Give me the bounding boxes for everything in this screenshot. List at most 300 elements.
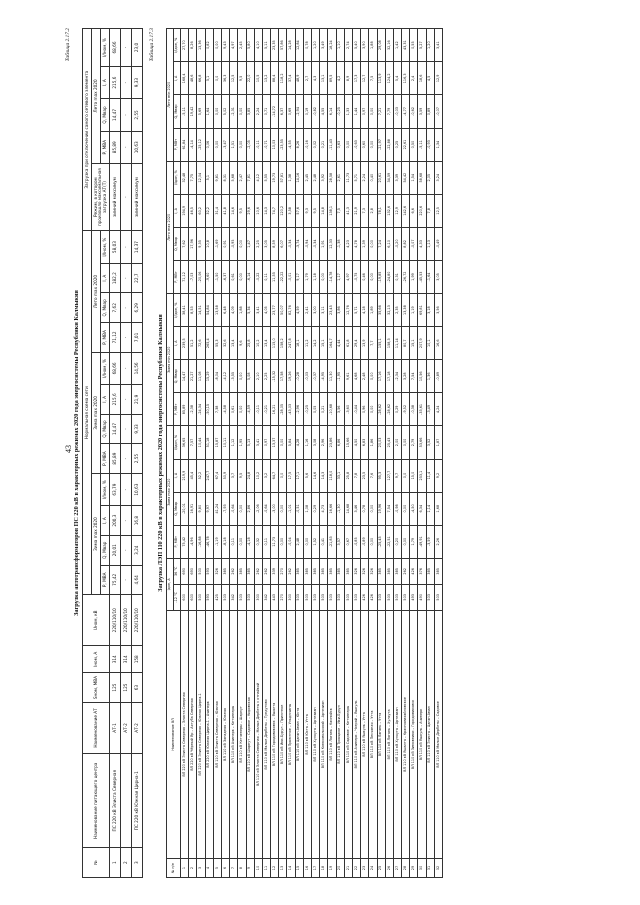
t2-cell-value: 2,96 — [320, 426, 328, 459]
t1-cell-wpct: 10,63 — [132, 473, 143, 505]
t2-cell-value: -2,38 — [189, 393, 197, 426]
t2-cell-value: -3,74 — [295, 227, 303, 260]
t2-h-q: Q, Мвар — [174, 360, 181, 393]
t2-cell-value: 239,5 — [181, 327, 189, 360]
t2-cell-value: -0,38 — [410, 393, 418, 426]
t1-h-p: P, МВА — [101, 323, 110, 353]
t1-cell-wq2: 14,47 — [110, 414, 121, 444]
t2-cell-value: 1,52 — [312, 525, 320, 558]
t2-cell-value: 16,91 — [189, 492, 197, 525]
t1-cell-regime: зимний максимум — [132, 163, 143, 230]
t2-cell-value: 3,41 — [434, 29, 442, 62]
t2-cell-value: 1,44 — [352, 95, 360, 128]
t2-cell-value: 23,86 — [328, 426, 336, 459]
t2-cell-value: 19,96 — [377, 492, 385, 525]
t2-cell-value: 11,30 — [328, 360, 336, 393]
t2-h-i: I, А — [174, 459, 181, 492]
t2-cell-value: 33,1 — [336, 459, 344, 492]
t2-cell-value: -9,60 — [205, 260, 213, 293]
t2-cell-value: -24,34 — [197, 393, 205, 426]
t2-cell-value: 0,00 — [279, 426, 287, 459]
t2-cell-value: 10,6 — [254, 194, 262, 227]
t2-cell-num: 24 — [369, 859, 377, 878]
t2-cell-value: 1,86 — [369, 426, 377, 459]
t2-cell-value: 385 — [393, 558, 401, 584]
t2-cell-value: 503 — [352, 584, 360, 610]
t1-header-winter2: Зима max 2020 — [92, 352, 101, 473]
t2-cell-value: 1,14 — [426, 492, 434, 525]
t1-cell-rp: 85,89 — [110, 131, 121, 163]
t2-h-pct: I/Iдоп, % — [174, 161, 181, 194]
t2-cell-value: -0,85 — [352, 525, 360, 558]
t2-cell-value: -4,77 — [402, 95, 410, 128]
t2-h-i: I, А — [174, 327, 181, 360]
t2-cell-value: 0,05 — [312, 393, 320, 426]
t2-cell-value: 443 — [271, 584, 279, 610]
t2-cell-value: 503 — [328, 584, 336, 610]
t2-cell-value: 11,08 — [197, 360, 205, 393]
t2-cell-value: 2,48 — [295, 525, 303, 558]
t2-cell-value: 52,2 — [197, 459, 205, 492]
t2-cell-value: 4,5 — [426, 62, 434, 95]
t2-cell-value: 0,00 — [238, 128, 246, 161]
t1-header-winter: Зима max 2020 — [92, 473, 101, 594]
table-row — [262, 29, 270, 878]
t2-cell-value: 5,71 — [352, 161, 360, 194]
t2-cell-value: 503 — [385, 584, 393, 610]
t2-cell-value: 9,35 — [197, 227, 205, 260]
t2-cell-line-name: ВЛ 110 кВ Хулхута – Артезиан — [393, 610, 401, 858]
table-row — [426, 29, 434, 878]
t2-cell-value: 0,61 — [230, 260, 238, 293]
t2-cell-value: 0,00 — [369, 360, 377, 393]
t2-cell-value: -3,49 — [426, 393, 434, 426]
t2-cell-value: 120,2 — [279, 194, 287, 227]
t1-cell-wq: 3,24 — [132, 535, 143, 565]
t2-cell-line-name: ВЛ 220 кВ Элиста Северная – Южная Цирна-1 — [197, 610, 205, 858]
t2-cell-value: 0,00 — [369, 95, 377, 128]
t2-cell-value: 1,18 — [312, 260, 320, 293]
t2-cell-value: -19,85 — [377, 260, 385, 293]
t1-header-summer2: Лето max 2020 — [92, 29, 101, 164]
t1-cell-inom: 158 — [132, 646, 143, 673]
t2-cell-value: 13,58 — [213, 294, 221, 327]
t2-cell-value: 0,0 — [402, 459, 410, 492]
t2-cell-value: 41,3 — [344, 194, 352, 227]
t2-cell-value: 57,81 — [279, 161, 287, 194]
t2-h-i: I, А — [174, 194, 181, 227]
t2-cell-value: 0,20 — [393, 525, 401, 558]
t2-cell-value: 1,39 — [361, 227, 369, 260]
t2-cell-value: 24,8 — [246, 459, 254, 492]
t2-cell-value: 38,41 — [181, 294, 189, 327]
t2-cell-value: 124,2 — [385, 62, 393, 95]
t2-cell-num: 28 — [402, 859, 410, 878]
t1-cell-center — [121, 754, 132, 848]
t2-cell-value: 9,97 — [205, 492, 213, 525]
t2-cell-value: 58,68 — [418, 161, 426, 194]
t1-cell-rpct: - — [121, 29, 132, 67]
t2-cell-value: 5,34 — [246, 294, 254, 327]
t2-cell-value: -1,19 — [213, 525, 221, 558]
t1-cell-sq: 7,62 — [110, 293, 121, 323]
t2-cell-value: 142,6 — [402, 194, 410, 227]
t2-h-q: Q, Мвар — [174, 227, 181, 260]
t2-cell-value: 138,1 — [328, 194, 336, 227]
t2-cell-value: 2,8 — [369, 194, 377, 227]
t2-cell-value: 385 — [238, 558, 246, 584]
t1-cell-inom: 314 — [110, 646, 121, 673]
t2-cell-value: 2,79 — [410, 426, 418, 459]
t1-cell-wp2: 2,55 — [132, 444, 143, 474]
t2-cell-value: 36,3 — [221, 62, 229, 95]
t1-cell-wq2: 9,33 — [132, 414, 143, 444]
t2-cell-value: -22,88 — [385, 128, 393, 161]
t1-header-group-repair: Загрузка при отключении самого сетевого элемента — [83, 29, 92, 231]
t2-cell-value: 0,50 — [410, 128, 418, 161]
t2-cell-value: 10,8 — [205, 227, 213, 260]
t2-cell-value: 0,00 — [303, 525, 311, 558]
t2-cell-value: -23,55 — [279, 128, 287, 161]
t1-cell-snom: 125 — [110, 673, 121, 703]
t2-cell-value: 4,18 — [361, 294, 369, 327]
t1-header-regime: Режим, в котором произошло максимальная загрузка АТ(Т) — [92, 163, 110, 230]
table-row — [181, 29, 189, 878]
t2-cell-value: -2,05 — [246, 128, 254, 161]
t2-cell-value: 14,16 — [295, 161, 303, 194]
t2-cell-value: 0,00 — [238, 95, 246, 128]
t2-cell-value: 2,10 — [254, 360, 262, 393]
t1-cell-inom: 314 — [121, 646, 132, 673]
t2-cell-value: 2,48 — [312, 161, 320, 194]
t2-cell-value: -0,89 — [434, 360, 442, 393]
t2-cell-line-name: ВЛ 110 кВ Яшалта – Красномихайловское — [402, 610, 410, 858]
t2-cell-value: 6,83 — [361, 426, 369, 459]
t2-cell-value: 23,45 — [328, 294, 336, 327]
t2-cell-value: 0,19 — [303, 95, 311, 128]
t2-cell-value: 0,11 — [230, 525, 238, 558]
t2-cell-value: 48,9 — [295, 62, 303, 95]
t2-cell-value: 17,16 — [377, 360, 385, 393]
t2-cell-value: 14,47 — [181, 360, 189, 393]
t2-header-num: № п/п — [167, 859, 181, 878]
t1-cell-wpct2: 14,56 — [132, 352, 143, 384]
t2-cell-value: -1,38 — [336, 227, 344, 260]
t2-cell-value: 326 — [361, 558, 369, 584]
t2-cell-value: 3,41 — [254, 294, 262, 327]
t2-cell-value: -4,59 — [246, 393, 254, 426]
t2-cell-value: 5,69 — [197, 95, 205, 128]
t2-cell-value: 158,3 — [385, 327, 393, 360]
table-row — [197, 29, 205, 878]
t2-cell-value: 22,61 — [402, 128, 410, 161]
t1-cell-wpct: - — [121, 473, 132, 505]
t2-cell-value: 113,9 — [377, 62, 385, 95]
t1-cell-rp: 10,63 — [132, 131, 143, 163]
t2-cell-value: 37,4 — [287, 62, 295, 95]
t2-cell-value: 9,5 — [238, 459, 246, 492]
t2-cell-value: 80,7 — [402, 327, 410, 360]
t2-cell-value: -28,62 — [377, 393, 385, 426]
t2-cell-value: 5,55 — [262, 161, 270, 194]
t2-cell-value: 0,00 — [369, 128, 377, 161]
t2-cell-value: 12,5 — [230, 62, 238, 95]
t2-cell-value: 385 — [426, 558, 434, 584]
t2-cell-value: 194,9 — [181, 194, 189, 227]
t2-cell-value: 220,6 — [418, 194, 426, 227]
t2-cell-value: -3,60 — [344, 393, 352, 426]
t2-cell-value: -49,91 — [418, 525, 426, 558]
t2-cell-value: 0,78 — [303, 29, 311, 62]
t2-cell-value: -26,72 — [402, 260, 410, 293]
t2-cell-line-name: ВЛ 110 кВ Троицкое – Ики-Бурул — [336, 610, 344, 858]
t2-cell-value: 3,46 — [352, 492, 360, 525]
t2-cell-value: 15,0 — [410, 459, 418, 492]
table-row — [213, 29, 221, 878]
table-row — [385, 29, 393, 878]
t2-cell-value: 3,39 — [393, 161, 401, 194]
t2-cell-value: 4,24 — [434, 393, 442, 426]
t2-cell-value: 7,7 — [369, 327, 377, 360]
t2-cell-value: 1,16 — [303, 426, 311, 459]
t2-cell-value: 12,76 — [344, 294, 352, 327]
table-row — [246, 29, 254, 878]
table-row — [336, 29, 344, 878]
t2-cell-value: 503 — [238, 584, 246, 610]
t2-cell-value: -3,55 — [230, 360, 238, 393]
t1-cell-wi: 200,3 — [110, 506, 121, 536]
t2-cell-line-name: ВЛ 110 кВ Элиста Северная – Южная — [213, 610, 221, 858]
t1-header-group-normal: Нормальная схема сети — [83, 231, 92, 595]
t1-cell-wpct: 63,79 — [110, 473, 121, 505]
t2-cell-value: 690 — [189, 558, 197, 584]
t2-cell-value: 4,2 — [336, 62, 344, 95]
t2-cell-value: 9,80 — [197, 492, 205, 525]
t2-cell-value: 3,57 — [336, 525, 344, 558]
t2-cell-value: 89,5 — [328, 62, 336, 95]
t2-cell-value: 0,00 — [369, 227, 377, 260]
t2-cell-value: 2,00 — [393, 426, 401, 459]
t2-cell-value: 43,31 — [402, 29, 410, 62]
t2-cell-value: 61,84 — [181, 128, 189, 161]
t2-cell-value: 1,36 — [426, 360, 434, 393]
table-row — [295, 29, 303, 878]
t1-cell-rq: 2,55 — [132, 99, 143, 131]
t2-cell-value: 0,40 — [369, 161, 377, 194]
t2-cell-value: 4,97 — [230, 29, 238, 62]
t2-cell-value: 2,05 — [426, 161, 434, 194]
t2-cell-value: -0,25 — [303, 393, 311, 426]
t2-cell-value: -11,43 — [328, 128, 336, 161]
t1-h-ipct: I/Iном, % — [101, 473, 110, 505]
t2-cell-value: 3,90 — [361, 29, 369, 62]
t2-cell-value: 118,2 — [279, 62, 287, 95]
t2-cell-value: 6,6 — [410, 194, 418, 227]
t2-cell-value: 57,86 — [279, 29, 287, 62]
t2-cell-value: 0,29 — [393, 393, 401, 426]
t1-h-q: Q, Мвар — [101, 535, 110, 565]
t2-cell-value: 9,5 — [312, 194, 320, 227]
table1 — [82, 28, 143, 878]
t2-cell-value: -0,98 — [393, 492, 401, 525]
t1-cell-wp: 75,42 — [110, 565, 121, 595]
t2-cell-value: 32,16 — [385, 29, 393, 62]
t2-cell-value: 5,4 — [393, 62, 401, 95]
t2-cell-line-name: ВЛ 220 кВ Южная Цирна-1 – Ачинерк — [205, 610, 213, 858]
t2-cell-value: 0,06 — [205, 128, 213, 161]
t2-cell-value: 55,3 — [213, 327, 221, 360]
t2-cell-value: 10,5 — [254, 62, 262, 95]
t2-cell-value: -0,03 — [393, 95, 401, 128]
t1-cell-center: ПС 220 кВ Южная Цирна-1 — [132, 754, 143, 848]
t2-cell-value: 5,84 — [287, 426, 295, 459]
t2-cell-value: 7,81 — [246, 161, 254, 194]
t2-cell-value: 10,11 — [221, 426, 229, 459]
t2-cell-value: 15,66 — [344, 426, 352, 459]
table-row — [221, 29, 229, 878]
t2-cell-value: 5,02 — [221, 95, 229, 128]
t2-cell-num: 14 — [287, 859, 295, 878]
t1-cell-wi2: - — [121, 385, 132, 415]
t2-cell-value: 0,00 — [238, 525, 246, 558]
t2-cell-value: 8,31 — [221, 161, 229, 194]
t2-cell-value: 12,84 — [295, 29, 303, 62]
t2-cell-value: 247,7 — [205, 459, 213, 492]
t2-cell-value: 53,66 — [418, 426, 426, 459]
t1-header-inom: Iном, А — [83, 646, 110, 673]
t2-cell-value: 25,8 — [344, 459, 352, 492]
t2-cell-line-name: ВЛ 110 кВ Городовиковск – Яшалта — [271, 610, 279, 858]
t2-cell-value: 17,5 — [287, 459, 295, 492]
t2-cell-value: 3,52 — [426, 426, 434, 459]
t2-cell-value: 0,67 — [344, 525, 352, 558]
table-row — [328, 29, 336, 878]
t2-cell-value: 7,5 — [369, 62, 377, 95]
t2-cell-value: 67,4 — [213, 459, 221, 492]
t2-cell-value: 0,00 — [238, 360, 246, 393]
t2-cell-value: 17,1 — [295, 459, 303, 492]
t2-cell-value: 426 — [369, 584, 377, 610]
t2-cell-value: 2,24 — [361, 161, 369, 194]
t2-cell-value: 2,25 — [254, 227, 262, 260]
t2-cell-value: 7,5 — [336, 194, 344, 227]
t2-cell-value: -1,01 — [287, 492, 295, 525]
t2-cell-value: -21,83 — [328, 525, 336, 558]
t1-h-q: Q, Мвар — [101, 99, 110, 131]
t2-cell-line-name: ВЛ 110 кВ Хулхута – Артезиан — [312, 610, 320, 858]
t2-cell-num: 26 — [385, 859, 393, 878]
t2-cell-value: -22,22 — [279, 260, 287, 293]
t2-cell-value: 14,3 — [320, 459, 328, 492]
t1-cell-ri: 215,6 — [110, 66, 121, 98]
t2-cell-value: 4,59 — [295, 294, 303, 327]
t2-cell-line-name: ВЛ 110 кВ Шарнут – Садовое – Кировская — [246, 610, 254, 858]
t1-cell-wi: - — [121, 506, 132, 536]
t2-cell-value: 10,2 — [254, 327, 262, 360]
table1-number: Таблица 2.17.2 — [65, 28, 71, 62]
t2-cell-line-name: ВЛ 110 кВ Лагань – Хулхута — [385, 610, 393, 858]
t1-h-ipct: I/Iном, % — [101, 352, 110, 384]
t2-cell-value: 31,4 — [213, 194, 221, 227]
t2-cell-value: 5,27 — [418, 29, 426, 62]
t2-cell-value: 16,66 — [328, 492, 336, 525]
t2-cell-line-name: ВЛ 110 кВ Западная – Южная — [221, 610, 229, 858]
t2-cell-value: 426 — [410, 558, 418, 584]
table-row — [121, 29, 132, 878]
t2-cell-value: 12,7 — [361, 62, 369, 95]
t2-cell-value: 3,41 — [254, 426, 262, 459]
t2-cell-value: 0,00 — [402, 492, 410, 525]
t2-cell-value: 2,41 — [303, 294, 311, 327]
t2-cell-value: 1,54 — [410, 161, 418, 194]
t2-cell-value: 385 — [328, 558, 336, 584]
t2-cell-value: 600 — [189, 584, 197, 610]
t2-cell-line-name: ВЛ 110 кВ Лагань – Каспийск — [328, 610, 336, 858]
t2-cell-value: 127,7 — [385, 459, 393, 492]
t2-cell-value: 1,64 — [205, 95, 213, 128]
t2-cell-value: 82,76 — [287, 294, 295, 327]
t2-cell-value: 23,35 — [271, 29, 279, 62]
table-row — [377, 29, 385, 878]
t2-cell-value: 18,6 — [418, 62, 426, 95]
t2-cell-value: 4,12 — [254, 161, 262, 194]
t2-cell-value: -10,68 — [328, 393, 336, 426]
rotated-page-content — [65, 28, 620, 878]
t2-cell-num: 11 — [262, 859, 270, 878]
t2-cell-value: 0,00 — [238, 393, 246, 426]
t2-cell-value: 6,86 — [336, 426, 344, 459]
t2-cell-value: 6,14 — [328, 95, 336, 128]
t1-cell-rq: - — [121, 99, 132, 131]
t2-cell-value: 7,21 — [377, 95, 385, 128]
t2-cell-value: 4,10 — [254, 29, 262, 62]
t2-cell-value: -0,11 — [254, 393, 262, 426]
t1-cell-unom: 220/110/10 — [132, 595, 143, 646]
t2-cell-value: 2,45 — [303, 161, 311, 194]
t2-cell-value: 29,4 — [352, 327, 360, 360]
t2-cell-value: 6,07 — [279, 227, 287, 260]
t2-cell-line-name: ВЛ 110 кВ Малые Дербеты – Садовое — [434, 610, 442, 858]
t2-cell-value: 385 — [295, 558, 303, 584]
t2-cell-value: 1,88 — [369, 29, 377, 62]
t1-cell-rp: - — [121, 131, 132, 163]
t2-cell-value: 385 — [221, 558, 229, 584]
t2-cell-value: 326 — [352, 558, 360, 584]
table-row — [312, 29, 320, 878]
t2-cell-value: 1,19 — [410, 294, 418, 327]
t2-cell-value: 0,60 — [361, 128, 369, 161]
t2-cell-value: 262 — [230, 558, 238, 584]
table-row — [369, 29, 377, 878]
t2-cell-value: 74,7 — [271, 194, 279, 227]
table-row — [320, 29, 328, 878]
t2-cell-value: 57,6 — [295, 194, 303, 227]
t1-h-i: I, А — [101, 506, 110, 536]
t2-cell-value: 0,00 — [238, 260, 246, 293]
t2-cell-value: 20,03 — [377, 426, 385, 459]
table-row — [361, 29, 369, 878]
t2-cell-value: 12,5 — [434, 194, 442, 227]
t2-cell-value: 2,7 — [303, 62, 311, 95]
t2-cell-value: -3,47 — [221, 128, 229, 161]
t2-cell-value: 339 — [271, 558, 279, 584]
t2-cell-num: 31 — [426, 859, 434, 878]
t2-cell-value: 11,55 — [271, 260, 279, 293]
t2-cell-value: -1,50 — [213, 260, 221, 293]
t2-cell-value: 14,6 — [312, 459, 320, 492]
t2-cell-value: 12,04 — [197, 161, 205, 194]
t2-cell-value: 0,21 — [320, 128, 328, 161]
